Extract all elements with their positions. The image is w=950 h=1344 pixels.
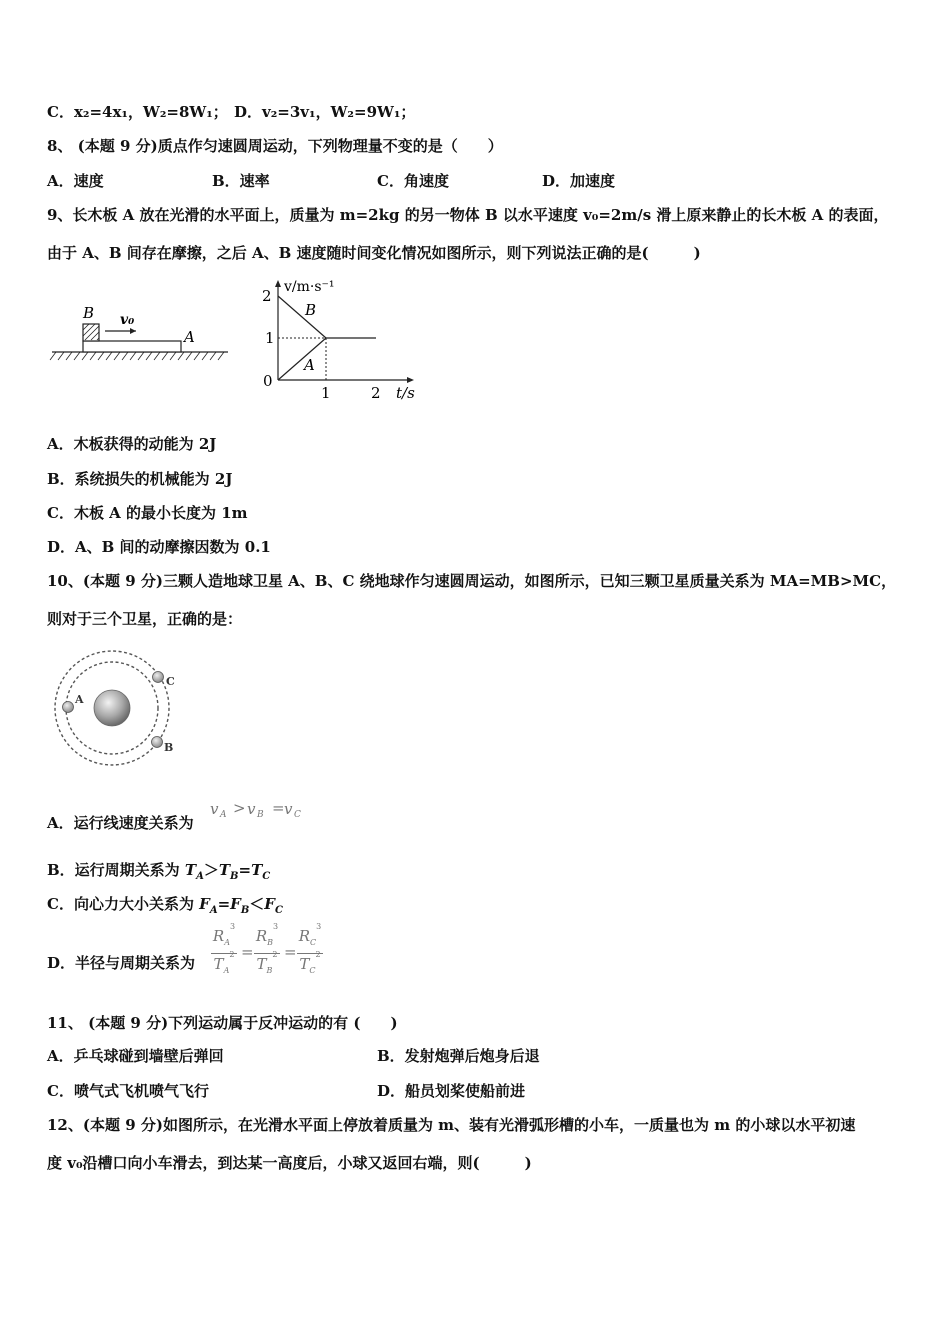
q10-option-d-formula-text — [211, 927, 212, 928]
satellite-a-label: A — [75, 693, 84, 706]
q9-option-b: B．系统损失的机械能为 2J — [47, 470, 233, 488]
board-a — [83, 341, 181, 352]
q10-stem-line1: 10、(本题 9 分)三颗人造地球卫星 A、B、C 绕地球作匀速圆周运动，如图所示，已知三颗卫星质量关系为 MA=MB>MC， — [47, 572, 897, 590]
x-tick-1: 1 — [321, 384, 331, 402]
q9-stem-line1: 9、长木板 A 放在光滑的水平面上，质量为 m=2kg 的另一物体 B 以水平速度 v₀=2m/s 滑上原来静止的长木板 A 的表面， — [47, 206, 889, 224]
satellite-c-label: C — [166, 675, 175, 688]
q10-option-a-formula-text — [210, 800, 211, 801]
board-a-label: A — [184, 328, 195, 346]
q9-vt-graph — [258, 274, 428, 404]
q11-option-c: C．喷气式飞机喷气飞行 — [47, 1082, 209, 1100]
satellite-b — [152, 737, 163, 748]
q11-option-b: B．发射炮弹后炮身后退 — [377, 1047, 540, 1065]
satellite-b-label: B — [164, 741, 174, 754]
satellite-c — [153, 672, 164, 683]
q11-option-d: D．船员划桨使船前进 — [377, 1082, 526, 1100]
line-b — [278, 296, 326, 338]
q9-stem-line2: 由于 A、B 间存在摩擦，之后 A、B 速度随时间变化情况如图所示，则下列说法正确的是( ) — [47, 244, 701, 262]
line-b-label: B — [305, 301, 317, 319]
q10-option-d-formula: $R_A^3$ $T_A^2$ = $R_B^3$ $T_B^2$ = $R_C^3$ $T_C^2$ — [212, 922, 322, 975]
q10-option-d-text: D．半径与周期关系为 — [47, 954, 196, 972]
x-axis-label: t/s — [396, 384, 415, 402]
satellite-a — [63, 702, 74, 713]
earth — [94, 690, 130, 726]
q8-option-c: C．角速度 — [377, 172, 449, 190]
q9-option-d: D．A、B 间的动摩擦因数为 0.1 — [47, 538, 271, 556]
q10-option-a-formula: v A > v B = v C — [210, 799, 301, 820]
q10-option-b: B．运行周期关系为 $T_A>T_B=T_C$ — [47, 861, 271, 882]
line-a — [278, 338, 326, 380]
block-b — [83, 324, 99, 341]
block-b-label: B — [83, 304, 95, 322]
q10-option-a-text: A．运行线速度关系为 — [47, 814, 194, 832]
q7-option-d: D．v₂=3v₁，W₂=9W₁； — [234, 103, 416, 121]
q8-option-b: B．速率 — [212, 172, 270, 190]
q7-option-c: C．x₂=4x₁，W₂=8W₁； — [47, 103, 228, 121]
q8-stem: 8、 (本题 9 分)质点作匀速圆周运动，下列物理量不变的是（ ） — [47, 137, 503, 155]
y-axis-label: v/m·s⁻¹ — [284, 279, 335, 295]
q12-stem-line1: 12、(本题 9 分)如图所示，在光滑水平面上停放着质量为 m、装有光滑弧形槽的小车，一质量也为 m 的小球以水平初速 — [47, 1116, 856, 1134]
line-a-label: A — [304, 356, 315, 374]
v0-label: v₀ — [120, 312, 135, 328]
q10-option-c: C．向心力大小关系为 $F_A=F_B<F_C$ — [47, 895, 283, 916]
y-tick-1: 1 — [265, 329, 275, 347]
q11-option-a: A．乒乓球碰到墙壁后弹回 — [47, 1047, 224, 1065]
q9-block-board-figure — [50, 300, 230, 370]
y-tick-2: 2 — [262, 287, 272, 305]
q9-option-a: A．木板获得的动能为 2J — [47, 435, 217, 453]
q8-option-a: A．速度 — [47, 172, 104, 190]
q9-option-c: C．木板 A 的最小长度为 1m — [47, 504, 248, 522]
origin-label: 0 — [263, 372, 273, 390]
q11-stem: 11、 (本题 9 分)下列运动属于反冲运动的有 ( ) — [47, 1014, 398, 1032]
x-tick-2: 2 — [371, 384, 381, 402]
q10-stem-line2: 则对于三个卫星，正确的是： — [47, 610, 243, 628]
q10-satellite-figure — [52, 650, 182, 770]
q8-option-d: D．加速度 — [542, 172, 616, 190]
q12-stem-line2: 度 v₀沿槽口向小车滑去，到达某一高度后，小球又返回右端，则( ) — [47, 1154, 532, 1172]
